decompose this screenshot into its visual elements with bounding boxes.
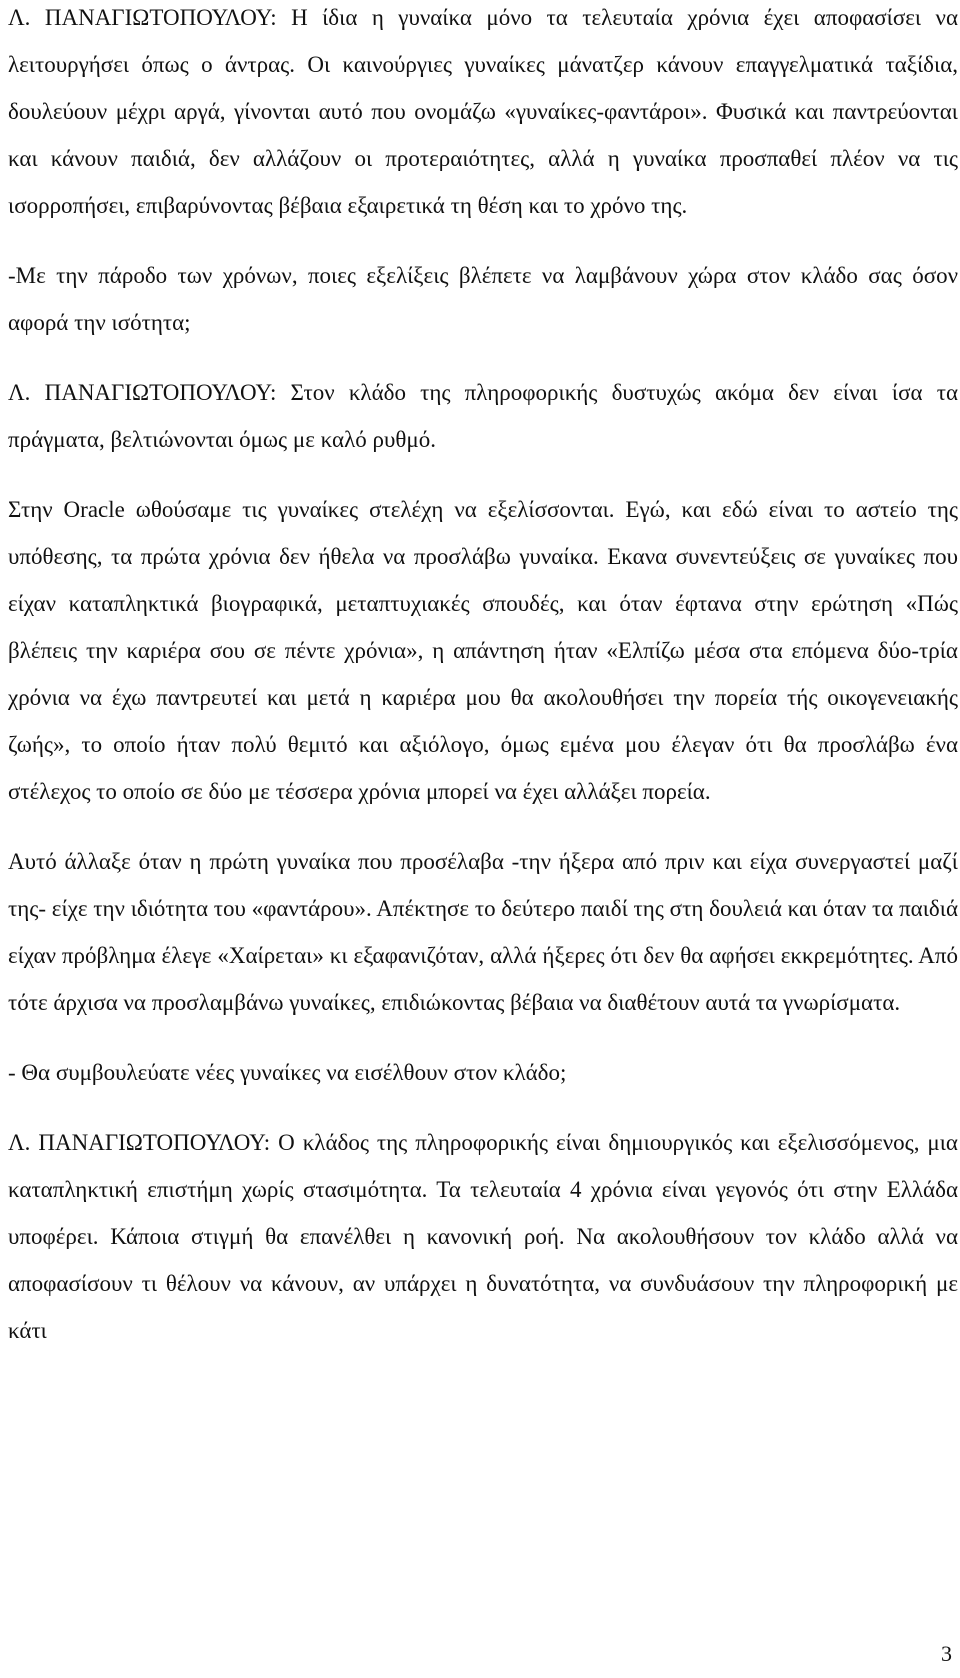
paragraph-question-1: -Με την πάροδο των χρόνων, ποιες εξελίξεις βλέπετε να λαμβάνουν χώρα στον κλάδο σας όσον αφορά την ισότητα; [8,263,958,335]
document-body [8,0,958,1377]
paragraph-answer-3: Στην Oracle ωθούσαμε τις γυναίκες στελέχη να εξελίσσονται. Εγώ, και εδώ είναι το αστείο της υπόθεσης, τα πρώτα χρόνια δεν ήθελα να προσλάβω γυναίκα. Εκανα συνεντεύξεις σε γυναίκες που είχαν καταπληκτικά βιογραφικά, μεταπτυχιακές σπουδές, και όταν έφτανα στην ερώτηση «Πώς βλέπεις την καριέρα σου σε πέντε χρόνια», η απάντηση ήταν «Ελπίζω μέσα στα επόμενα δύο-τρία χρόνια να έχω παντρευτεί και μετά η καριέρα μου θα ακολουθήσει την πορεία τής οικογενειακής ζωής», το οποίο ήταν πολύ θεμιτό και αξιόλογο, όμως εμένα μου έλεγαν ότι θα προσλάβω ένα στέλεχος το οποίο σε δύο με τέσσερα χρόνια μπορεί να έχει αλλάξει πορεία. [8,497,958,804]
page-number: 3 [941,1641,952,1666]
paragraph-answer-2: Λ. ΠΑΝΑΓΙΩΤΟΠΟΥΛΟΥ: Στον κλάδο της πληροφορικής δυστυχώς ακόμα δεν είναι ίσα τα πράγματα, βελτιώνονται όμως με καλό ρυθμό. [8,380,958,452]
paragraph-answer-1: Λ. ΠΑΝΑΓΙΩΤΟΠΟΥΛΟΥ: Η ίδια η γυναίκα μόνο τα τελευταία χρόνια έχει αποφασίσει να λειτουργήσει όπως ο άντρας. Οι καινούργιες γυναίκες μάνατζερ κάνουν επαγγελματικά ταξίδια, δουλεύουν μέχρι αργά, γίνονται αυτό που ονομάζω «γυναίκες-φαντάροι». Φυσικά και παντρεύονται και κάνουν παιδιά, δεν αλλάζουν οι προτεραιότητες, αλλά η γυναίκα προσπαθεί πλέον να τις ισορροπήσει, επιβαρύνοντας βέβαια εξαιρετικά τη θέση και το χρόνο της. [8,5,958,218]
paragraph-answer-5: Λ. ΠΑΝΑΓΙΩΤΟΠΟΥΛΟΥ: Ο κλάδος της πληροφορικής είναι δημιουργικός και εξελισσόμενος, μια καταπληκτική επιστήμη χωρίς στασιμότητα. Τα τελευταία 4 χρόνια είναι γεγονός ότι στην Ελλάδα υποφέρει. Κάποια στιγμή θα επανέλθει η κανονική ροή. Να ακολουθήσουν τον κλάδο αλλά να αποφασίσουν τι θέλουν να κάνουν, αν υπάρχει η δυνατότητα, να συνδυάσουν την πληροφορική με κάτι [8,1130,958,1343]
paragraph-answer-4: Αυτό άλλαξε όταν η πρώτη γυναίκα που προσέλαβα -την ήξερα από πριν και είχα συνεργαστεί μαζί της- είχε την ιδιότητα του «φαντάρου». Απέκτησε το δεύτερο παιδί της στη δουλειά και όταν τα παιδιά είχαν πρόβλημα έλεγε «Χαίρεται» κι εξαφανιζόταν, αλλά ήξερες ότι δεν θα αφήσει εκκρεμότητες. Από τότε άρχισα να προσλαμβάνω γυναίκες, επιδιώκοντας βέβαια να διαθέτουν αυτά τα γνωρίσματα. [8,849,958,1015]
paragraph-question-2: - Θα συμβουλεύατε νέες γυναίκες να εισέλθουν στον κλάδο; [8,1060,567,1085]
